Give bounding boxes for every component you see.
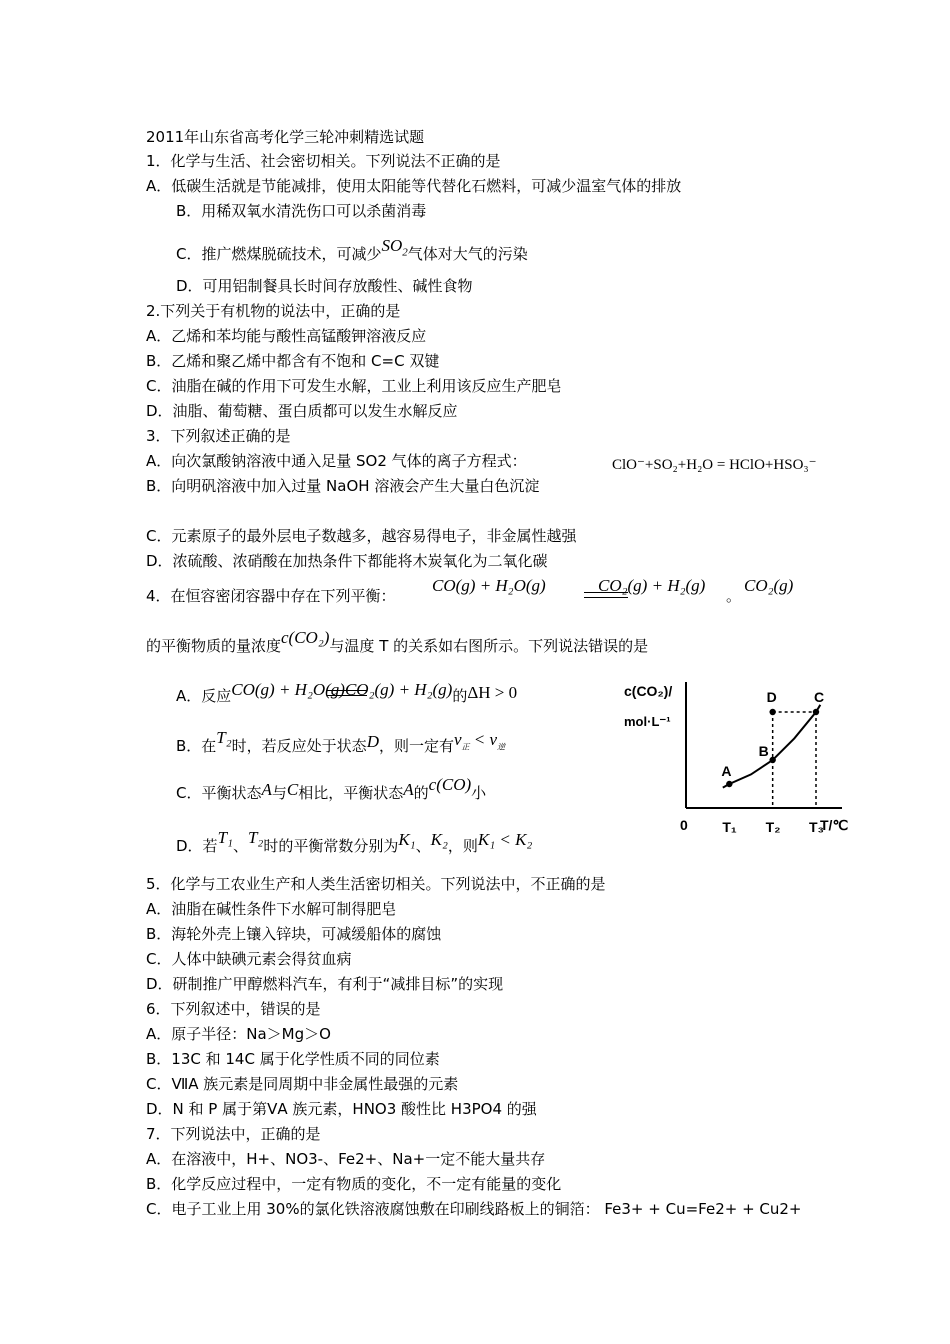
q7-option-c: C．电子工业上用 30%的氯化铁溶液腐蚀敷在印刷线路板上的铜箔： Fe3+ + Cu=Fe2+ + Cu2+ — [146, 1200, 802, 1218]
q1-option-c-pre: C．推广燃煤脱硫技术，可减少 — [176, 245, 382, 263]
q4-line2-post: 与温度 T 的关系如右图所示。下列说法错误的是 — [329, 637, 649, 655]
q1-stem: 1．化学与生活、社会密切相关。下列说法不正确的是 — [146, 152, 501, 170]
lt-sign: < — [469, 730, 490, 749]
point-a — [726, 781, 732, 787]
q4-a-pre: A．反应 — [176, 687, 232, 705]
c-co2: c(CO₂) — [281, 628, 330, 647]
q3-ionic-equation: ClO⁻+SO₂+H₂O = HClO+HSO₃⁻ — [612, 457, 817, 473]
x-tick-1: T₁ — [722, 819, 737, 835]
point-label-a: A — [721, 763, 732, 779]
q6-stem: 6．下列叙述中，错误的是 — [146, 1000, 321, 1018]
q4-co2: CO₂(g) — [744, 576, 794, 595]
q4-d-k1: K₁ — [398, 830, 416, 849]
q5-option-b: B．海轮外壳上镶入锌块，可减缓船体的腐蚀 — [146, 925, 442, 943]
q4-d-t1: T₁ — [217, 828, 233, 847]
q2-option-b: B．乙烯和聚乙烯中都含有不饱和 C=C 双键 — [146, 352, 440, 370]
q6-option-c: C．ⅦA 族元素是同周期中非金属性最强的元素 — [146, 1075, 459, 1093]
q4-b-mid2: ，则一定有 — [378, 737, 454, 755]
q4-c-post: 小 — [471, 784, 487, 802]
equilibrium-curve — [723, 705, 821, 788]
q3-option-d: D．浓硫酸、浓硝酸在加热条件下都能将木炭氧化为二氧化碳 — [146, 552, 548, 570]
q5-stem: 5．化学与工农业生产和人类生活密切相关。下列说法中，不正确的是 — [146, 875, 606, 893]
q4-c-a2: A — [403, 780, 414, 799]
q4-d-pre: D．若 — [176, 837, 218, 855]
q4-period: 。 — [726, 587, 742, 605]
q4-b-t2: T₂ — [216, 728, 232, 747]
q6-option-d: D．N 和 P 属于第ⅤA 族元素，HNO3 酸性比 H3PO4 的强 — [146, 1100, 537, 1118]
q5-option-a: A．油脂在碱性条件下水解可制得肥皂 — [146, 900, 397, 918]
q4-eq-right: CO₂(g) + H₂(g) — [598, 576, 706, 595]
q2-option-d: D．油脂、葡萄糖、蛋白质都可以发生水解反应 — [146, 402, 458, 420]
q4-a-eq-right: CO₂(g) + H₂(g) — [344, 680, 453, 699]
q6-option-a: A．原子半径：Na＞Mg＞O — [146, 1025, 331, 1043]
q4-d-mid: 时的平衡常数分别为 — [263, 837, 399, 855]
c-co: c(CO) — [428, 775, 472, 794]
so2-sub: 2 — [402, 246, 408, 259]
q5-option-c: C．人体中缺碘元素会得贫血病 — [146, 950, 352, 968]
q2-option-a: A．乙烯和苯均能与酸性高锰酸钾溶液反应 — [146, 327, 427, 345]
point-label-d: D — [766, 689, 777, 705]
delta-h: ΔH > 0 — [467, 683, 518, 702]
q4-c-mid3: 的 — [413, 784, 429, 802]
v-reverse: v — [489, 730, 498, 749]
q4-b-pre: B．在 — [176, 737, 217, 755]
q4-d-k2: K₂ — [430, 830, 448, 849]
q7-stem: 7．下列说法中，正确的是 — [146, 1125, 321, 1143]
q3-stem: 3．下列叙述正确的是 — [146, 427, 291, 445]
point-c — [813, 709, 819, 715]
q7-option-b: B．化学反应过程中，一定有物质的变化，不一定有能量的变化 — [146, 1175, 562, 1193]
q5-option-d: D．研制推广甲醇燃料汽车，有利于“减排目标”的实现 — [146, 975, 504, 993]
q4-option-a — [176, 680, 518, 706]
q4-b-v-ineq — [453, 730, 506, 752]
q4-line2-pre: 的平衡物质的量浓度 — [146, 637, 282, 655]
q4-eq-left: CO(g) + H₂O(g) — [432, 576, 546, 595]
point-label-b: B — [758, 743, 769, 759]
co2-temperature-chart — [610, 670, 870, 840]
q4-b-mid: 时，若反应处于状态 — [231, 737, 367, 755]
q4-a-mid: 的 — [452, 687, 468, 705]
q7-option-a: A．在溶液中，H+、NO3-、Fe2+、Na+一定不能大量共存 — [146, 1150, 546, 1168]
q4-c-mid: 与 — [271, 784, 287, 802]
q1-option-d: D．可用铝制餐具长时间存放酸性、碱性食物 — [176, 277, 473, 295]
q3-option-b: B．向明矾溶液中加入过量 NaOH 溶液会产生大量白色沉淀 — [146, 477, 540, 495]
q4-b-d: D — [366, 732, 379, 751]
x-axis-label: T/℃ — [820, 817, 849, 833]
q1-option-c-post: 气体对大气的污染 — [407, 245, 528, 263]
x-tick-3: T₃ — [809, 819, 825, 835]
q4-d-mid2: ，则 — [447, 837, 478, 855]
y-axis-label: c(CO₂)/ — [624, 683, 673, 699]
q4-c-c: C — [286, 780, 299, 799]
q4-d-ineq: K₁ < K₂ — [477, 830, 533, 849]
q4-d-sep2: 、 — [415, 837, 431, 855]
point-d — [769, 709, 775, 715]
q3-option-c: C．元素原子的最外层电子数越多，越容易得电子，非金属性越强 — [146, 527, 577, 545]
q6-option-b: B．13C 和 14C 属于化学性质不同的同位素 — [146, 1050, 440, 1068]
origin-label: 0 — [680, 817, 688, 833]
q1-option-a: A．低碳生活就是节能减排，使用太阳能等代替化石燃料，可减少温室气体的排放 — [146, 177, 682, 195]
y-axis-unit: mol·L⁻¹ — [624, 714, 671, 729]
q4-a-eq-left: CO(g) + H₂O(g) — [231, 680, 345, 699]
q4-c-pre: C．平衡状态 — [176, 784, 262, 802]
q4-line2 — [146, 628, 649, 656]
x-tick-2: T₂ — [765, 819, 781, 835]
so2-formula — [381, 236, 407, 262]
q1-option-b: B．用稀双氧水清洗伤口可以杀菌消毒 — [176, 202, 427, 220]
point-label-c: C — [814, 689, 825, 705]
point-b — [769, 757, 775, 763]
q4-c-a: A — [261, 780, 272, 799]
q4-d-sep: 、 — [232, 837, 248, 855]
doc-title: 2011年山东省高考化学三轮冲刺精选试题 — [146, 128, 425, 146]
q4-option-d — [176, 828, 533, 856]
q3-option-a: A．向次氯酸钠溶液中通入足量 SO2 气体的离子方程式： — [146, 452, 527, 470]
v-forward-sub: 正 — [461, 742, 470, 752]
v-reverse-sub: 逆 — [497, 742, 506, 752]
q4-c-mid2: 相比，平衡状态 — [298, 784, 404, 802]
v-forward: v — [453, 730, 462, 749]
q4-stem: 4．在恒容密闭容器中存在下列平衡： — [146, 587, 396, 605]
q1-option-c — [176, 236, 528, 270]
so2-symbol: SO — [381, 236, 403, 255]
q2-option-c: C．油脂在碱的作用下可发生水解，工业上利用该反应生产肥皂 — [146, 377, 562, 395]
q4-d-t2: T₂ — [247, 828, 264, 847]
q4-option-c — [176, 775, 487, 803]
q2-stem: 2.下列关于有机物的说法中，正确的是 — [146, 302, 401, 320]
q4-option-b — [176, 728, 506, 763]
